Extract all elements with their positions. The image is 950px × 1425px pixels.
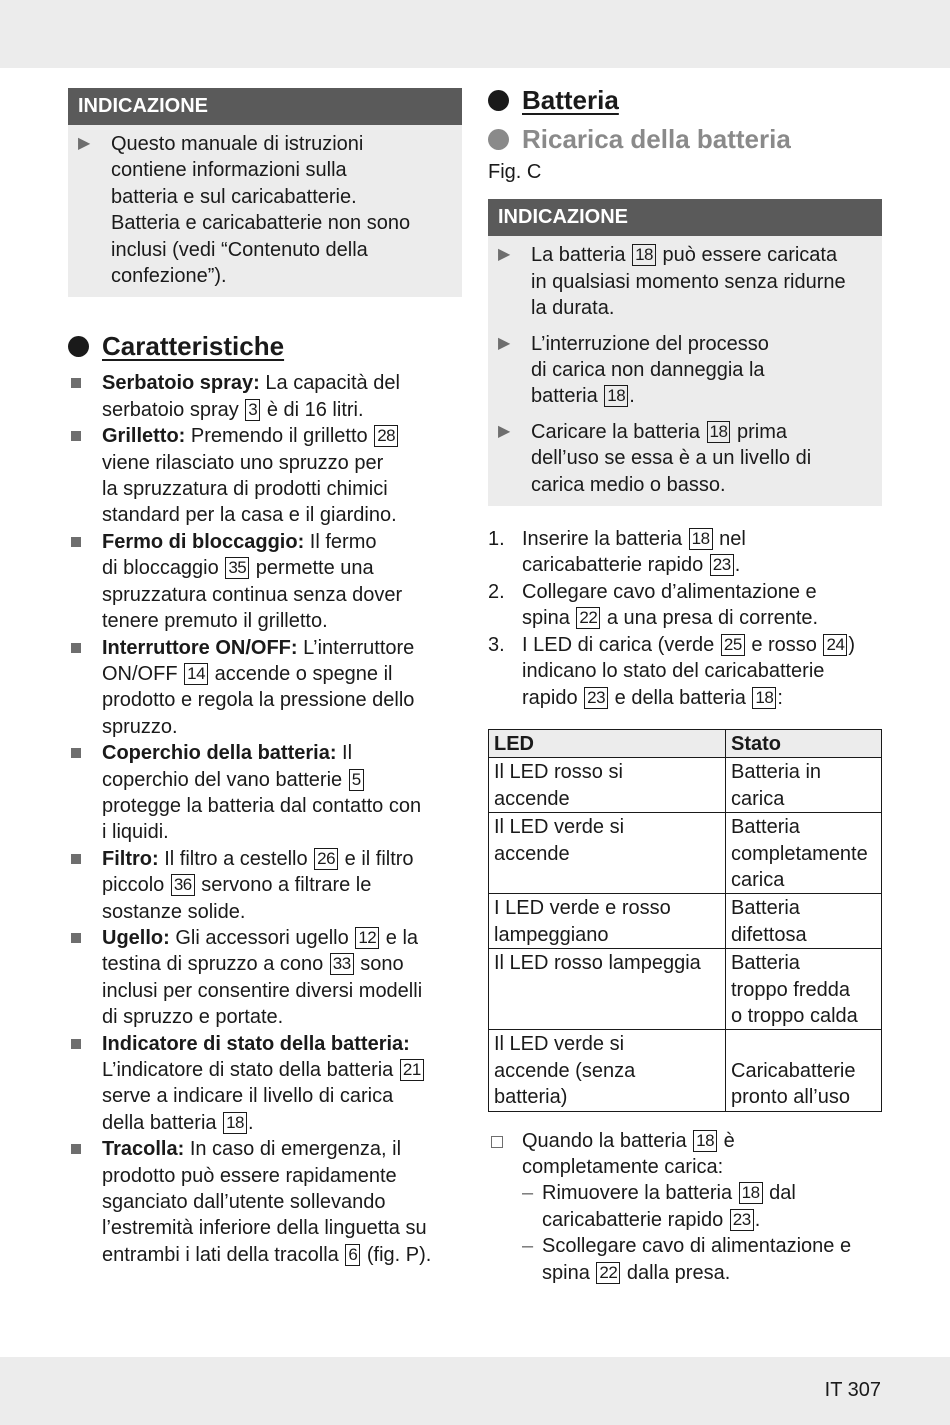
table-row	[489, 813, 882, 894]
figure-reference: Fig. C	[488, 161, 542, 183]
list-item: Tracolla: In caso di emergenza, il prodotto può essere rapidamente sganciato dall’utente sollevando l’estremità inferiore della linguetta su entrambi i lati della tracolla 6 (fig. P).	[68, 1136, 462, 1268]
ref-number: 18	[693, 1130, 717, 1152]
note-box-left	[68, 88, 462, 297]
ref-number: 18	[689, 528, 713, 550]
step-item: 1. Inserire la batteria 18 nel caricabatterie rapido 23 .	[488, 528, 746, 577]
note-box-right	[488, 199, 882, 506]
list-item: Grilletto: Premendo il grilletto 28 viene rilasciato uno spruzzo per la spruzzatura di prodotti chimici standard per la casa e il giardino.	[68, 423, 462, 529]
note-line: Batteria e caricabatterie non sono	[111, 212, 411, 235]
steps-list	[488, 526, 882, 711]
list-item: Ugello: Gli accessori ugello 12 e la testina di spruzzo a cono 33 sono inclusi per consentire diversi modelli di spruzzo e portate.	[68, 925, 462, 1031]
square-bullet-icon	[68, 370, 102, 423]
bullet-dot-icon	[488, 129, 509, 150]
ref-number: 25	[721, 634, 745, 656]
section-title-batteria: Batteria	[488, 82, 882, 118]
page-number: IT 307	[824, 1379, 881, 1401]
list-item: Filtro: Il filtro a cestello 26 e il filtro piccolo 36 servono a filtrare le sostanze solide.	[68, 846, 462, 925]
table-cell-led: Il LED rosso lampeggia	[489, 949, 726, 1030]
ref-number: 22	[596, 1262, 620, 1284]
table-row	[489, 894, 882, 949]
ref-number: 21	[400, 1059, 424, 1081]
note-item	[78, 131, 450, 289]
note-title: INDICAZIONE	[68, 88, 462, 125]
column-header-stato: Stato	[726, 729, 882, 757]
led-status-table	[488, 729, 882, 1112]
square-bullet-icon	[68, 529, 102, 635]
table-cell-led: I LED verde e rosso lampeggiano	[489, 894, 726, 949]
ref-number: 23	[584, 687, 608, 709]
dash-item: – Rimuovere la batteria 18 dal caricabatterie rapido 23 .	[488, 1180, 882, 1233]
ref-number: 23	[730, 1209, 754, 1231]
triangle-right-icon: ▶	[498, 334, 511, 352]
feature-list	[68, 370, 462, 1268]
ref-number: 3	[245, 399, 260, 421]
square-bullet-icon	[68, 1136, 102, 1268]
ref-number: 23	[710, 554, 734, 576]
bullet-dot-icon	[488, 90, 509, 111]
square-bullet-icon	[68, 846, 102, 925]
triangle-right-icon: ▶	[498, 246, 511, 264]
ref-number: 6	[345, 1244, 360, 1266]
ref-number: 18	[752, 687, 776, 709]
table-cell-stato: Caricabatterie pronto all’uso	[726, 1030, 882, 1111]
note-title: INDICAZIONE	[488, 199, 882, 236]
list-item: Fermo di bloccaggio: Il fermo di bloccaggio 35 permette una spruzzatura continua senza dover tenere premuto il grilletto.	[68, 529, 462, 635]
square-bullet-icon	[68, 925, 102, 1031]
table-row	[489, 1030, 882, 1111]
bottom-band	[0, 1357, 950, 1425]
table-cell-led: Il LED verde si accende (senza batteria)	[489, 1030, 726, 1111]
ref-number: 12	[355, 927, 379, 949]
list-item: Coperchio della batteria: Il coperchio del vano batterie 5 protegge la batteria dal contatto con i liquidi.	[68, 740, 462, 846]
ref-number: 18	[632, 244, 656, 266]
table-cell-led: Il LED rosso si accende	[489, 758, 726, 813]
dash-bullet-icon: –	[522, 1235, 534, 1258]
ref-number: 24	[823, 634, 847, 656]
list-item: Interruttore ON/OFF: L’interruttore ON/OFF 14 accende o spegne il prodotto e regola la pressione dello spruzzo.	[68, 635, 462, 741]
table-row	[489, 949, 882, 1030]
ref-number: 18	[707, 421, 731, 443]
checkbox-bullet-icon	[488, 1128, 522, 1181]
ref-number: 18	[604, 385, 628, 407]
note-item: ▶ L’interruzione del processo di carica non danneggia la batteria 18 .	[498, 331, 870, 410]
table-cell-stato: Batteria difettosa	[726, 894, 882, 949]
ref-number: 14	[184, 663, 208, 685]
table-header-row	[489, 729, 882, 757]
ref-number: 35	[225, 557, 249, 579]
step-item: 2. Collegare cavo d’alimentazione e spina 22 a una presa di corrente.	[488, 580, 819, 630]
bullet-dot-icon	[68, 336, 89, 357]
note-line: batteria e sul caricabatterie.	[111, 185, 357, 208]
ref-number: 18	[739, 1182, 763, 1204]
section-subtitle-ricarica: Ricarica della batteria	[488, 121, 882, 157]
top-band	[0, 0, 950, 68]
dash-item: – Scollegare cavo di alimentazione e spina 22 dalla presa.	[488, 1233, 882, 1286]
ref-number: 22	[576, 607, 600, 629]
dash-bullet-icon: –	[522, 1182, 534, 1205]
ref-number: 5	[349, 769, 364, 791]
table-cell-led: Il LED verde si accende	[489, 813, 726, 894]
right-column	[488, 82, 882, 1286]
list-item: Serbatoio spray: La capacità del serbatoio spray 3 è di 16 litri.	[68, 370, 462, 423]
list-item: Indicatore di stato della batteria: L’indicatore di stato della batteria 21 serve a indicare il livello di carica della batteria 18 .	[68, 1031, 462, 1137]
table-cell-stato: Batteria completamente carica	[726, 813, 882, 894]
left-column	[68, 88, 462, 1268]
square-bullet-icon	[68, 423, 102, 529]
square-bullet-icon	[68, 740, 102, 846]
ref-number: 28	[374, 425, 398, 447]
ref-number: 26	[314, 848, 338, 870]
ref-number: 33	[330, 953, 354, 975]
note-line: Questo manuale di istruzioni	[111, 133, 364, 155]
ref-number: 18	[223, 1112, 247, 1134]
column-header-led: LED	[489, 729, 726, 757]
triangle-right-icon: ▶	[78, 135, 91, 152]
check-item: Quando la batteria 18 è completamente carica:	[488, 1128, 882, 1181]
note-line: inclusi (vedi “Contenuto della	[111, 238, 368, 261]
note-item: ▶ La batteria 18 può essere caricata in qualsiasi momento senza ridurne la durata.	[498, 242, 870, 321]
table-row	[489, 758, 882, 813]
square-bullet-icon	[68, 635, 102, 741]
note-line: contiene informazioni sulla	[111, 159, 347, 182]
table-cell-stato: Batteria troppo fredda o troppo calda	[726, 949, 882, 1030]
ref-number: 36	[171, 874, 195, 896]
step-item: 3. I LED di carica (verde 25 e rosso 24 ) indicano lo stato del caricabatterie rapido 23 e della batteria 18 :	[488, 633, 856, 709]
note-item: ▶ Caricare la batteria 18 prima dell’uso se essa è a un livello di carica medio o basso.	[498, 419, 870, 498]
note-line: confezione”).	[111, 265, 227, 288]
square-bullet-icon	[68, 1031, 102, 1137]
table-cell-stato: Batteria in carica	[726, 758, 882, 813]
triangle-right-icon: ▶	[498, 422, 511, 440]
section-title-caratteristiche: Caratteristiche	[68, 328, 462, 364]
